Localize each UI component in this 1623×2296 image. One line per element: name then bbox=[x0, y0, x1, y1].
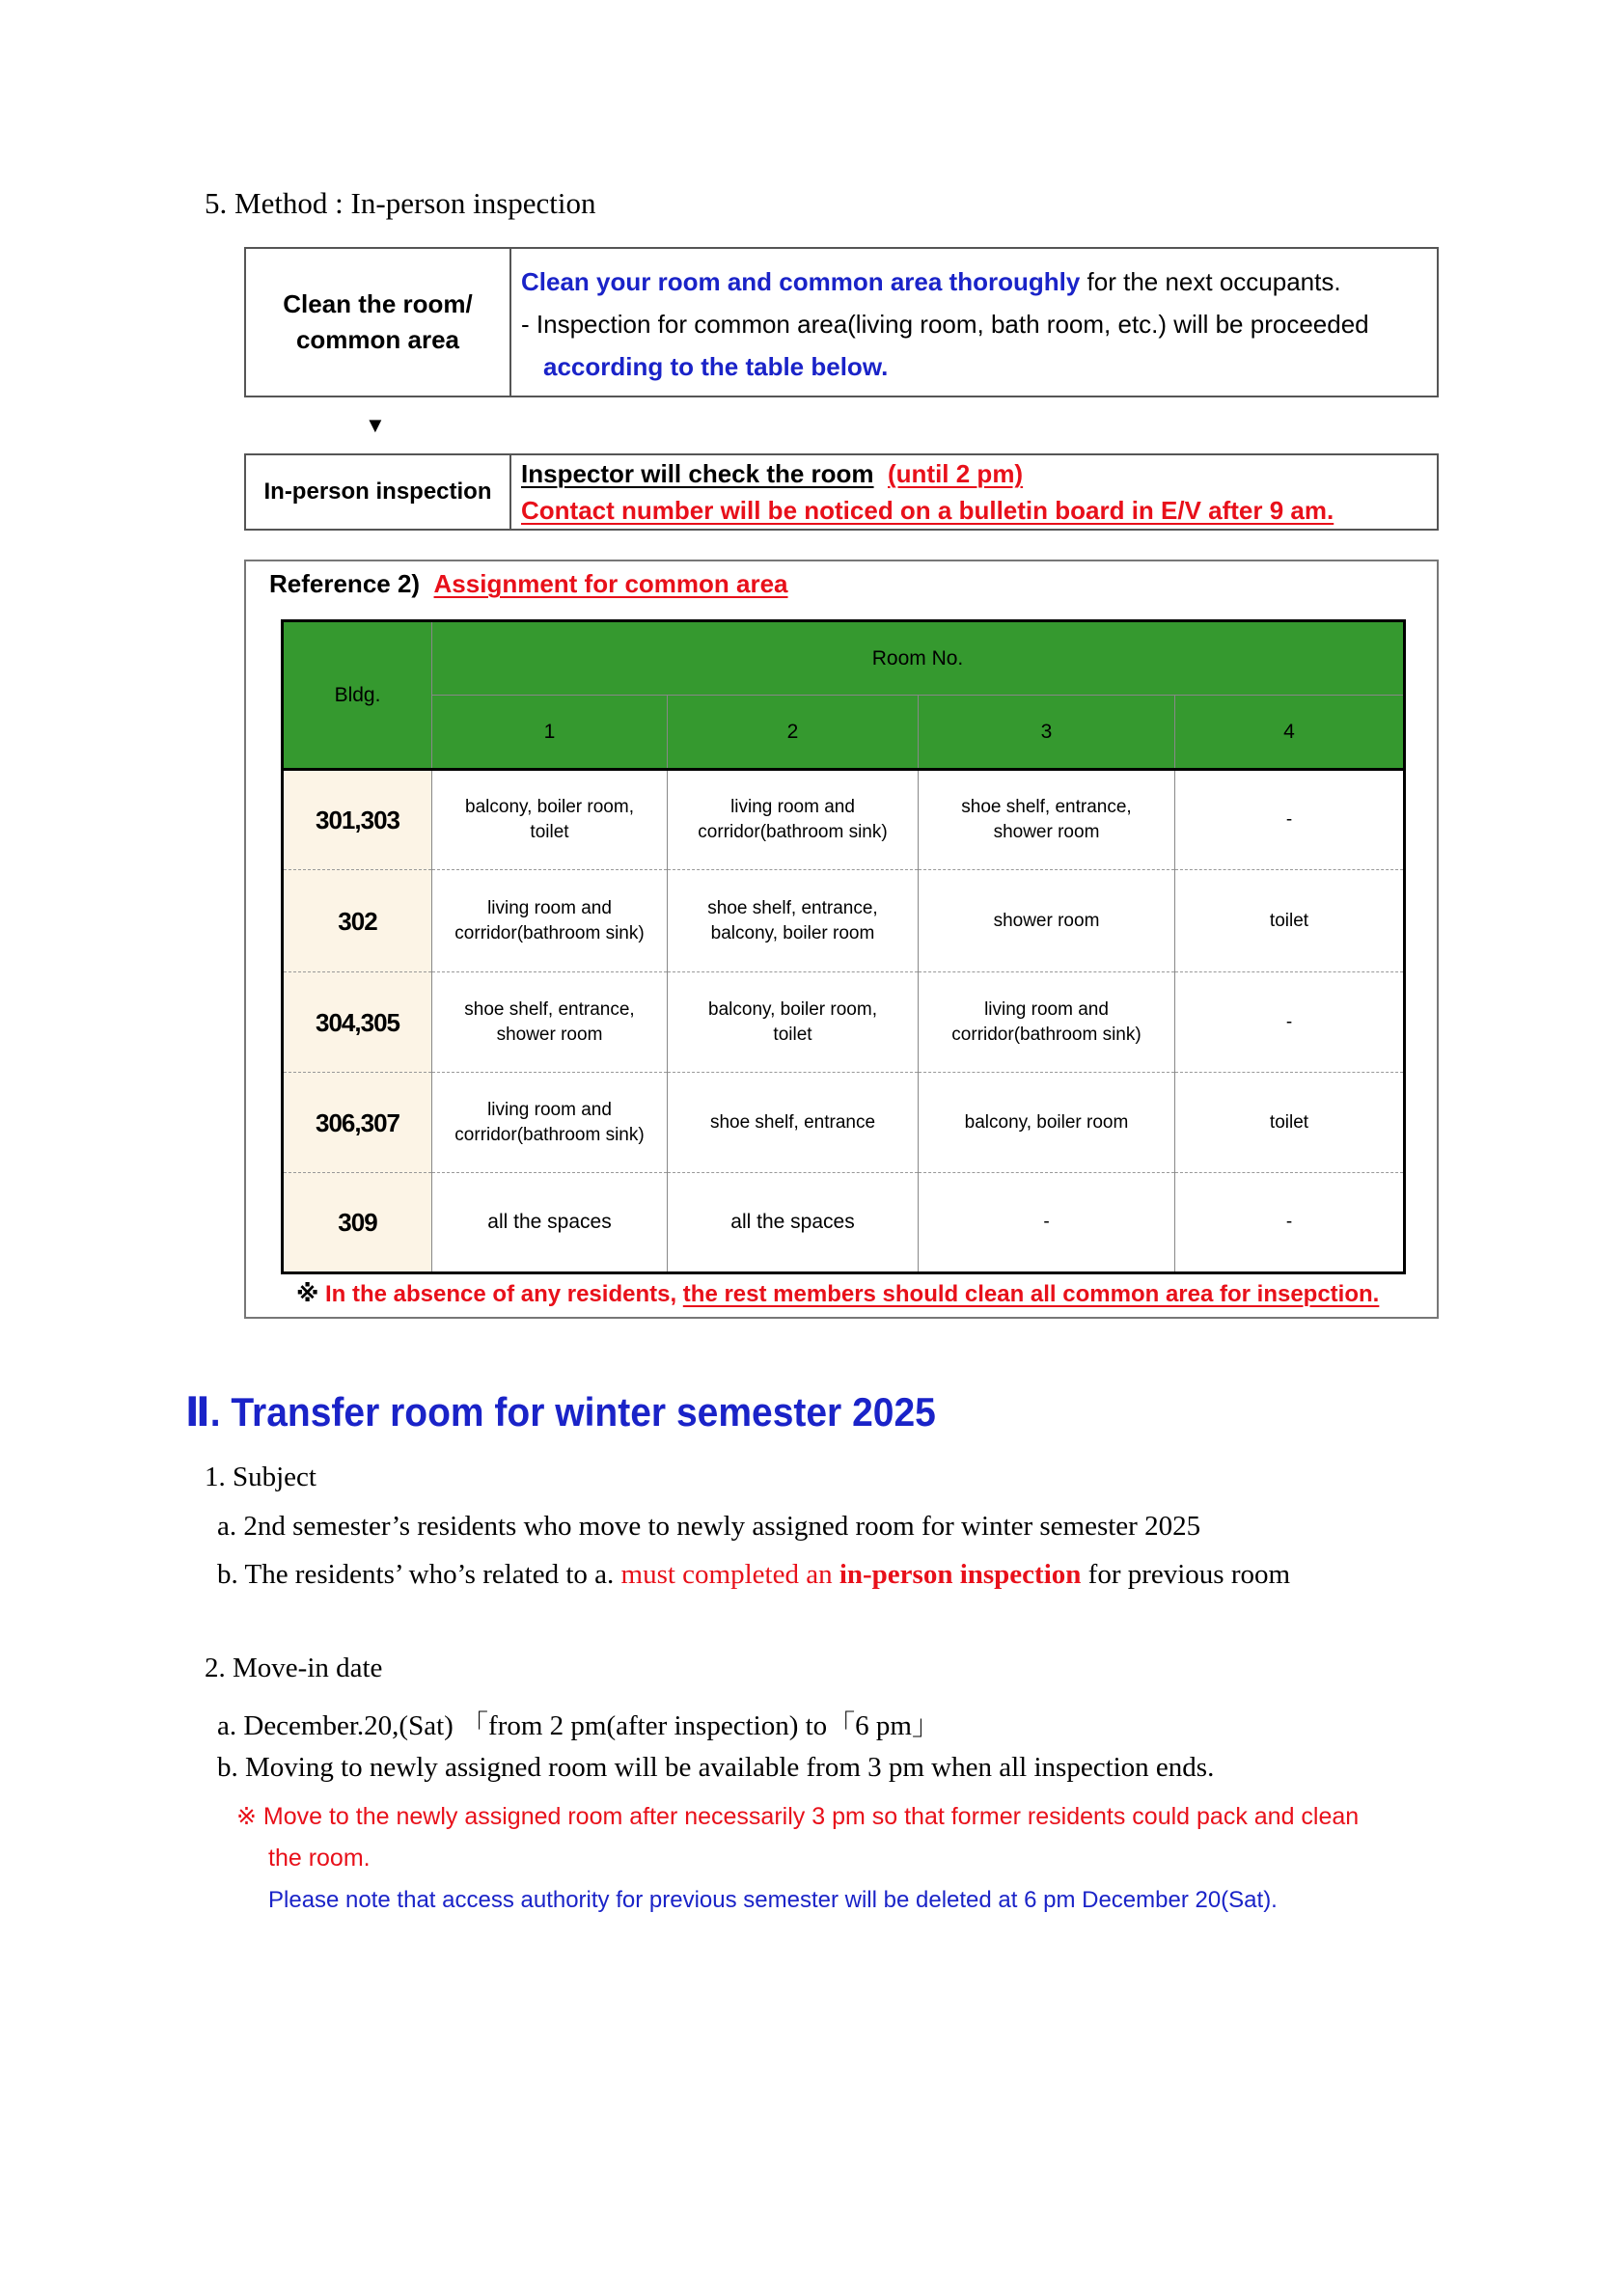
bldg-cell: 309 bbox=[283, 1173, 432, 1273]
table-cell: living room and corridor(bathroom sink) bbox=[432, 1073, 668, 1173]
absence-note bbox=[296, 1280, 1379, 1308]
inspection-content bbox=[511, 455, 1343, 529]
subject-heading: 1. Subject bbox=[205, 1462, 316, 1492]
table-cell: shoe shelf, entrance, shower room bbox=[432, 972, 668, 1073]
movein-item-a: a. December.20,(Sat) 「from 2 pm(after inspection) to「6 pm」 bbox=[217, 1710, 940, 1741]
must-completed-text: must completed an bbox=[620, 1559, 839, 1590]
clean-label-line2: common area bbox=[295, 325, 460, 354]
table-cell: shoe shelf, entrance bbox=[668, 1073, 919, 1173]
table-row bbox=[283, 870, 1405, 972]
inspector-check-text: Inspector will check the room bbox=[521, 459, 874, 488]
table-cell: balcony, boiler room bbox=[919, 1073, 1175, 1173]
header-room-3: 3 bbox=[919, 696, 1175, 770]
header-room-4: 4 bbox=[1175, 696, 1405, 770]
table-cell: living room and corridor(bathroom sink) bbox=[919, 972, 1175, 1073]
reference-box bbox=[244, 560, 1439, 1319]
bldg-cell: 306,307 bbox=[283, 1073, 432, 1173]
table-cell: balcony, boiler room, toilet bbox=[432, 770, 668, 870]
table-cell: - bbox=[919, 1173, 1175, 1273]
bldg-cell: 301,303 bbox=[283, 770, 432, 870]
contact-number-text: Contact number will be noticed on a bulletin board in E/V after 9 am. bbox=[521, 496, 1334, 525]
clean-room-box bbox=[244, 247, 1439, 397]
table-cell: shoe shelf, entrance, shower room bbox=[919, 770, 1175, 870]
table-cell: shoe shelf, entrance, balcony, boiler room bbox=[668, 870, 919, 972]
table-cell: balcony, boiler room, toilet bbox=[668, 972, 919, 1073]
reference-title bbox=[269, 569, 788, 599]
bldg-cell: 302 bbox=[283, 870, 432, 972]
table-cell: - bbox=[1175, 972, 1405, 1073]
method-heading: 5. Method : In-person inspection bbox=[205, 186, 596, 220]
movein-heading: 2. Move-in date bbox=[205, 1653, 383, 1683]
table-cell: living room and corridor(bathroom sink) bbox=[432, 870, 668, 972]
subject-item-a: a. 2nd semester’s residents who move to newly assigned room for winter semester 2025 bbox=[217, 1511, 1201, 1542]
clean-room-label bbox=[246, 249, 511, 396]
table-cell: toilet bbox=[1175, 1073, 1405, 1173]
table-cell: all the spaces bbox=[668, 1173, 919, 1273]
table-row bbox=[283, 770, 1405, 870]
table-cell: - bbox=[1175, 770, 1405, 870]
table-cell: - bbox=[1175, 1173, 1405, 1273]
inspection-common-area-text: - Inspection for common area(living room, bath room, etc.) will be proceeded bbox=[521, 310, 1369, 339]
table-row bbox=[283, 1173, 1405, 1273]
clean-room-content bbox=[511, 249, 1379, 396]
section-title: Ⅱ. Transfer room for winter semester 2025 bbox=[185, 1390, 936, 1435]
inspection-box bbox=[244, 453, 1439, 531]
in-person-inspection-text: in-person inspection bbox=[839, 1559, 1082, 1590]
header-room-no: Room No. bbox=[432, 621, 1405, 696]
down-arrow-icon: ▼ bbox=[365, 413, 386, 437]
table-cell: all the spaces bbox=[432, 1173, 668, 1273]
header-bldg: Bldg. bbox=[283, 621, 432, 770]
table-row bbox=[283, 1073, 1405, 1173]
reference-label: Reference 2) bbox=[269, 569, 421, 598]
bldg-cell: 304,305 bbox=[283, 972, 432, 1073]
move-note-line1: ※ Move to the newly assigned room after necessarily 3 pm so that former residents could pack and clean bbox=[236, 1803, 1360, 1830]
header-room-1: 1 bbox=[432, 696, 668, 770]
assignment-title: Assignment for common area bbox=[433, 569, 788, 598]
table-cell: shower room bbox=[919, 870, 1175, 972]
note-absence-text: In the absence of any residents, bbox=[318, 1281, 683, 1307]
access-authority-note: Please note that access authority for previous semester will be deleted at 6 pm December 20(Sat). bbox=[268, 1887, 1278, 1913]
until-time-text: (until 2 pm) bbox=[888, 459, 1024, 488]
clean-instruction-bold: Clean your room and common area thoroughly bbox=[521, 267, 1081, 296]
table-row bbox=[283, 972, 1405, 1073]
note-mark: ※ bbox=[296, 1281, 319, 1307]
assignment-table bbox=[281, 619, 1406, 1274]
inspection-label: In-person inspection bbox=[246, 455, 511, 529]
movein-item-b: b. Moving to newly assigned room will be available from 3 pm when all inspection ends. bbox=[217, 1752, 1215, 1783]
clean-label-line1: Clean the room/ bbox=[283, 289, 473, 318]
table-cell: toilet bbox=[1175, 870, 1405, 972]
table-cell: living room and corridor(bathroom sink) bbox=[668, 770, 919, 870]
note-rest-members-text: the rest members should clean all common area for insepction. bbox=[682, 1281, 1380, 1307]
header-room-2: 2 bbox=[668, 696, 919, 770]
according-table-text: according to the table below. bbox=[543, 352, 889, 381]
clean-instruction-rest: for the next occupants. bbox=[1080, 267, 1341, 296]
subject-item-b: b. The residents’ who’s related to a. must completed an in-person inspection for previous room bbox=[217, 1559, 1291, 1590]
move-note-line2: the room. bbox=[268, 1845, 371, 1872]
